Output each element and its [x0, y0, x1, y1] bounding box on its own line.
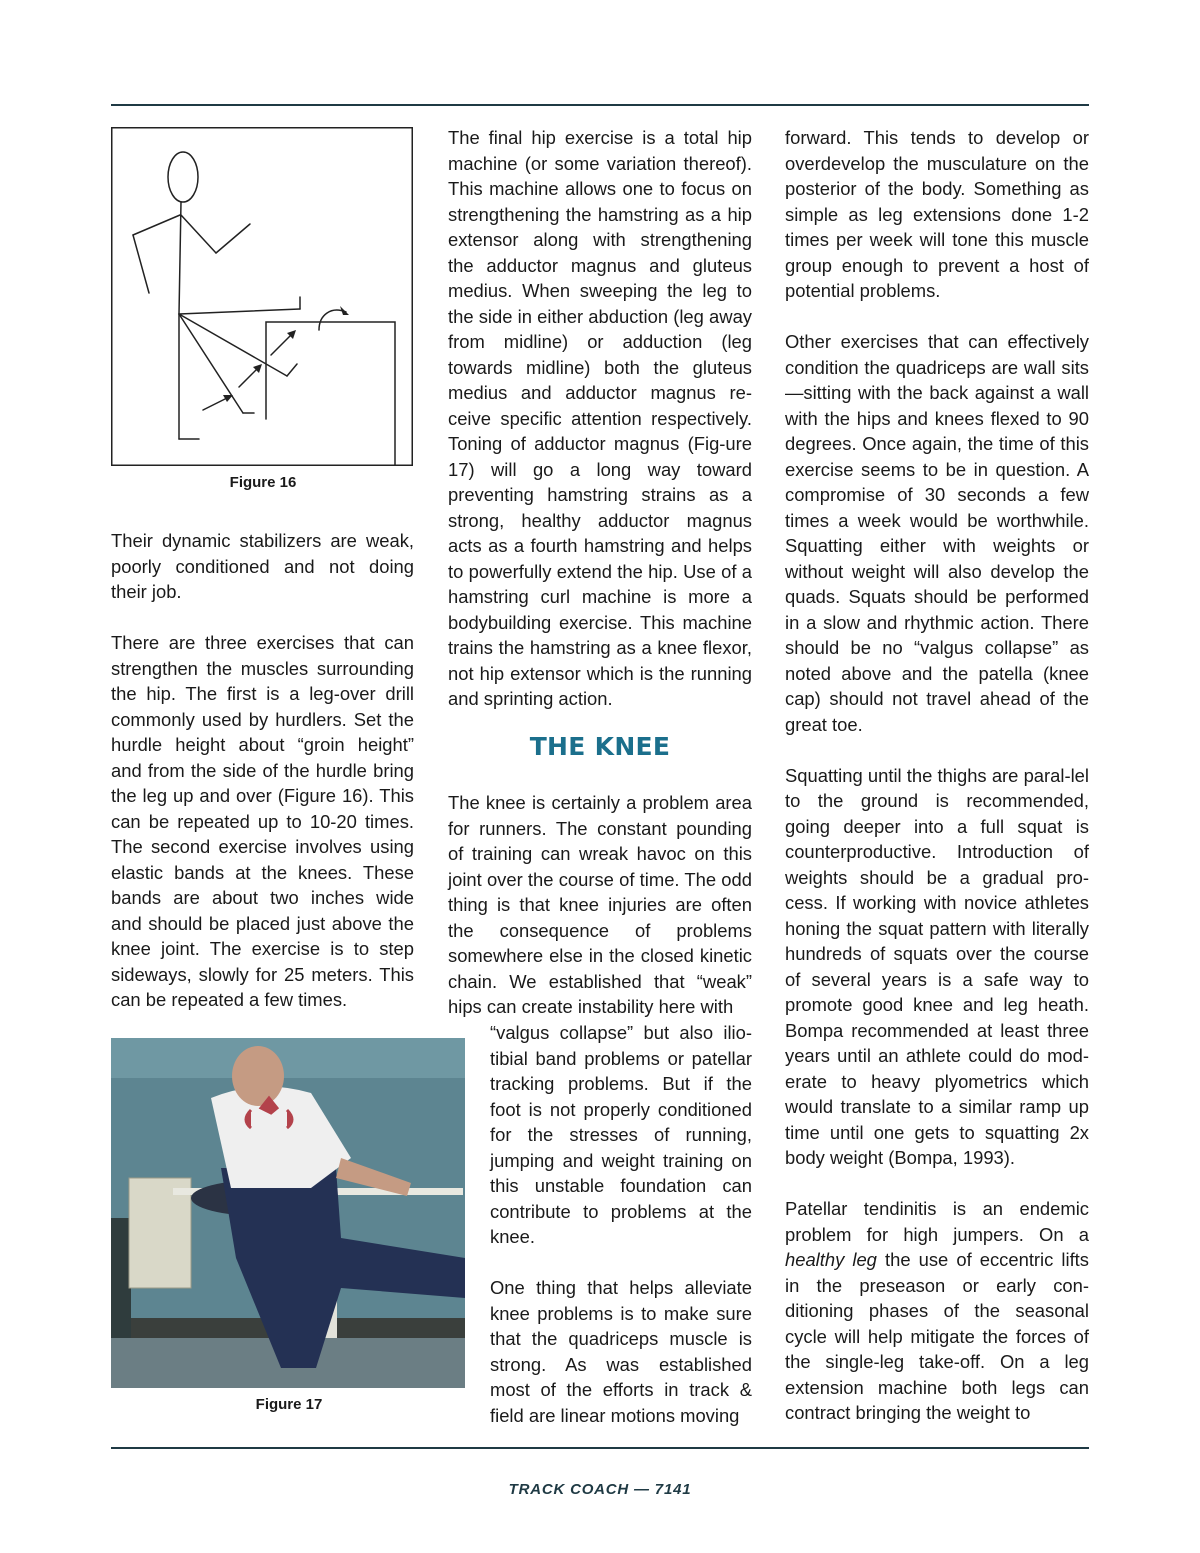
top-rule: [111, 104, 1089, 106]
column-2-wrap-text: [490, 1020, 752, 1428]
paragraph: There are three exercises that can strengthen the muscles surrounding the hip. The first is a leg-over drill commonly used by hurdlers. Set the hurdle height about “groin height” and from the side of the hurdle bring the leg up and over (Figure 16). This can be repeated up to 10-20 times. The second exercise involves using elastic bands at the knees. These bands are about two inches wide and should be placed just above the knee joint. The exercise is to step sideways, slowly for 25 meters. This can be repeated a few times.: [111, 632, 414, 1010]
stick-figure-illustration: [111, 127, 413, 466]
section-heading: THE KNEE: [529, 732, 671, 761]
paragraph: [785, 1196, 1089, 1426]
figure-17-caption: Figure 17: [255, 1396, 323, 1413]
paragraph: One thing that helps alleviate knee problems is to make sure that the quadriceps muscle is strong. As was established most of the efforts in track & field are linear motions moving: [490, 1277, 752, 1426]
paragraph: The final hip exercise is a total hip machine (or some variation thereof). This machine allows one to focus on strengthening the hamstring as a hip extensor along with strengthening the adductor magnus and gluteus medius. When sweeping the leg to the side in either abduction (leg away from midline) or adduction (leg towards midline) both the gluteus medius and adductor magnus re-ceive specific attention respectively. Toning of adductor magnus (Fig-ure 17) will go a long way toward preventing hamstring strains as a strong, healthy adductor magnus acts as a fourth hamstring and helps to powerfully extend the hip. Use of a hamstring curl machine is more a bodybuilding exercise. This machine trains the hamstring as a knee flexor, not hip extensor which is the running and sprinting action.: [448, 127, 752, 709]
paragraph: Other exercises that can effectively condition the quadriceps are wall sits—sitting with the back against a wall with the hips and knees flexed to 90 degrees. Once again, the time of this exercise seems to be in question. A compromise of 30 seconds a few times a week would be worthwhile. Squatting either with weights or without weight will also develop the quads. Squats should be performed in a slow and rhythmic action. There should be no “valgus collapse” as noted above and the patella (knee cap) should not travel ahead of the great toe.: [785, 331, 1089, 735]
column-3: [785, 125, 1089, 1426]
paragraph: forward. This tends to develop or overdevelop the musculature on the posterior of the body. Something as simple as leg extensions done 1-2 times per week will tone this muscle group enough to prevent a host of potential problems.: [785, 127, 1089, 301]
figure-16-caption: Figure 16: [229, 474, 297, 491]
figure-16-drawing: [111, 127, 413, 466]
paragraph: Their dynamic stabilizers are weak, poorly conditioned and not doing their job.: [111, 530, 414, 602]
page-footer: TRACK COACH — 7141: [508, 1481, 692, 1498]
column-2: [448, 125, 752, 712]
paragraph: Squatting until the thighs are paral-lel to the ground is recommended, going deeper into a full squat is counterproductive. Introduction of weights should be a gradual pro-cess. If working with novice athletes honing the squat pattern with literally hundreds of squats over the course of several years is a safe way to promote good knee and leg heath. Bompa recommended at least three years until an athlete could do mod-erate to heavy plyometrics which would translate to a similar ramp up time until one gets to squatting 2x body weight (Bompa, 1993).: [785, 764, 1089, 1168]
text-run: Patellar tendinitis is an endemic problem for high jumpers. On a: [785, 1198, 1089, 1245]
column-2-knee-text: [448, 790, 752, 1020]
column-1: [111, 528, 414, 1013]
bottom-rule: [111, 1447, 1089, 1449]
exercise-photo: [111, 1038, 465, 1388]
paragraph: The knee is certainly a problem area for runners. The constant pounding of training can wreak havoc on this joint over the course of time. The odd thing is that knee injuries are often the consequence of problems somewhere else in the closed kinetic chain. We established that “weak” hips can create instability here with: [448, 792, 752, 1017]
italic-phrase: healthy leg: [785, 1249, 877, 1270]
paragraph: “valgus collapse” but also ilio-tibial band problems or patellar tracking problems. But if the foot is not properly conditioned for the stresses of running, jumping and weight training on this unstable foundation can contribute to problems at the knee.: [490, 1022, 752, 1247]
figure-17-photo: [111, 1038, 465, 1388]
text-run: the use of eccentric lifts in the preseason or early con-ditioning phases of the seasonal cycle will help mitigate the forces of the single-leg take-off. On a leg extension machine both legs can contract bringing the weight to: [785, 1249, 1089, 1423]
